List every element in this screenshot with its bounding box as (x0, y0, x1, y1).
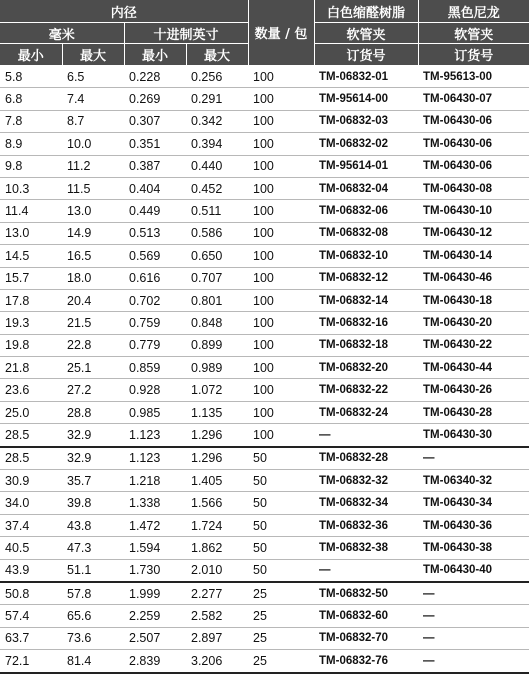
qty-cell: 50 (248, 492, 314, 514)
inch-max-cell: 0.452 (186, 177, 248, 199)
black-order-no-cell: TM-06430-36 (418, 514, 529, 536)
inch-max-header: 最大 (186, 44, 248, 66)
table-row (0, 537, 529, 559)
table-row (0, 66, 529, 88)
inch-min-cell: 1.123 (124, 424, 186, 447)
mm-max-cell: 65.6 (62, 605, 124, 627)
table-row (0, 605, 529, 627)
mm-max-cell: 18.0 (62, 267, 124, 289)
black-nylon-header: 黑色尼龙 (418, 0, 529, 23)
mm-min-cell: 37.4 (0, 514, 62, 536)
mm-max-cell: 57.8 (62, 582, 124, 605)
table-row (0, 312, 529, 334)
black-order-no-cell: TM-06430-14 (418, 245, 529, 267)
mm-max-cell: 47.3 (62, 537, 124, 559)
black-order-no-cell: — (418, 650, 529, 673)
white-order-no-cell: TM-06832-36 (314, 514, 418, 536)
mm-max-cell: 20.4 (62, 289, 124, 311)
mm-max-cell: 21.5 (62, 312, 124, 334)
qty-cell: 100 (248, 401, 314, 423)
mm-max-cell: 43.8 (62, 514, 124, 536)
inch-max-cell: 0.848 (186, 312, 248, 334)
qty-cell: 25 (248, 650, 314, 673)
white-clamp-header: 软管夹 (314, 23, 418, 44)
inch-max-cell: 2.277 (186, 582, 248, 605)
inch-min-cell: 0.449 (124, 200, 186, 222)
qty-cell: 100 (248, 155, 314, 177)
black-order-no-cell: TM-06430-38 (418, 537, 529, 559)
white-order-no-cell: TM-95614-00 (314, 88, 418, 110)
qty-cell: 50 (248, 514, 314, 536)
black-order-no-cell: TM-06430-07 (418, 88, 529, 110)
table-body (0, 66, 529, 673)
black-order-no-cell: TM-06430-46 (418, 267, 529, 289)
inch-max-cell: 1.072 (186, 379, 248, 401)
white-order-no-cell: TM-06832-16 (314, 312, 418, 334)
table-row (0, 582, 529, 605)
mm-max-cell: 14.9 (62, 222, 124, 244)
white-order-no-cell: TM-06832-20 (314, 357, 418, 379)
white-order-no-cell: TM-06832-03 (314, 110, 418, 132)
inch-min-cell: 2.839 (124, 650, 186, 673)
black-order-no-cell: TM-06430-10 (418, 200, 529, 222)
white-order-no-cell: TM-06832-02 (314, 133, 418, 155)
table-row (0, 267, 529, 289)
qty-cell: 25 (248, 605, 314, 627)
table-row (0, 88, 529, 110)
white-order-no-cell: TM-06832-38 (314, 537, 418, 559)
mm-min-cell: 28.5 (0, 447, 62, 470)
table-row (0, 379, 529, 401)
mm-max-cell: 22.8 (62, 334, 124, 356)
mm-max-cell: 32.9 (62, 447, 124, 470)
black-clamp-header: 软管夹 (418, 23, 529, 44)
black-order-no-cell: — (418, 582, 529, 605)
inch-min-cell: 0.759 (124, 312, 186, 334)
black-order-no-cell: TM-06430-20 (418, 312, 529, 334)
qty-cell: 100 (248, 334, 314, 356)
mm-max-cell: 35.7 (62, 470, 124, 492)
white-order-no-cell: TM-06832-06 (314, 200, 418, 222)
mm-min-cell: 17.8 (0, 289, 62, 311)
mm-max-cell: 28.8 (62, 401, 124, 423)
inch-min-cell: 0.404 (124, 177, 186, 199)
inch-min-cell: 0.985 (124, 401, 186, 423)
inch-max-cell: 1.405 (186, 470, 248, 492)
inch-max-cell: 0.899 (186, 334, 248, 356)
mm-min-cell: 21.8 (0, 357, 62, 379)
white-order-no-cell: TM-06832-76 (314, 650, 418, 673)
mm-max-cell: 8.7 (62, 110, 124, 132)
qty-cell: 100 (248, 222, 314, 244)
mm-min-cell: 40.5 (0, 537, 62, 559)
mm-max-header: 最大 (62, 44, 124, 66)
white-order-no-cell: — (314, 424, 418, 447)
mm-min-cell: 19.8 (0, 334, 62, 356)
mm-min-cell: 57.4 (0, 605, 62, 627)
inch-min-cell: 1.594 (124, 537, 186, 559)
mm-min-cell: 13.0 (0, 222, 62, 244)
mm-max-cell: 81.4 (62, 650, 124, 673)
mm-min-cell: 5.8 (0, 66, 62, 88)
mm-max-cell: 73.6 (62, 627, 124, 649)
qty-cell: 100 (248, 245, 314, 267)
inch-max-cell: 0.511 (186, 200, 248, 222)
qty-cell: 50 (248, 537, 314, 559)
table-row (0, 514, 529, 536)
mm-max-cell: 16.5 (62, 245, 124, 267)
mm-max-cell: 11.2 (62, 155, 124, 177)
qty-cell: 100 (248, 312, 314, 334)
white-order-no-cell: TM-06832-60 (314, 605, 418, 627)
white-order-no-cell: TM-06832-70 (314, 627, 418, 649)
qty-cell: 100 (248, 110, 314, 132)
white-order-no-cell: — (314, 559, 418, 582)
table-row (0, 133, 529, 155)
qty-cell: 50 (248, 559, 314, 582)
inch-max-cell: 0.801 (186, 289, 248, 311)
table-header (0, 0, 529, 66)
white-order-no-cell: TM-06832-10 (314, 245, 418, 267)
mm-min-cell: 11.4 (0, 200, 62, 222)
white-order-no-cell: TM-06832-22 (314, 379, 418, 401)
qty-cell: 100 (248, 200, 314, 222)
table-row (0, 650, 529, 673)
qty-cell: 50 (248, 470, 314, 492)
mm-min-cell: 10.3 (0, 177, 62, 199)
inch-min-cell: 0.307 (124, 110, 186, 132)
black-order-no-cell: TM-06430-40 (418, 559, 529, 582)
inch-max-cell: 1.862 (186, 537, 248, 559)
mm-min-cell: 43.9 (0, 559, 62, 582)
inch-min-cell: 1.999 (124, 582, 186, 605)
inner-diameter-header: 内径 (0, 0, 248, 23)
white-order-no-cell: TM-06832-08 (314, 222, 418, 244)
inch-max-cell: 0.394 (186, 133, 248, 155)
inch-max-cell: 3.206 (186, 650, 248, 673)
mm-min-cell: 15.7 (0, 267, 62, 289)
black-order-no-cell: TM-06430-28 (418, 401, 529, 423)
mm-min-cell: 50.8 (0, 582, 62, 605)
mm-max-cell: 27.2 (62, 379, 124, 401)
mm-max-cell: 32.9 (62, 424, 124, 447)
table-row (0, 492, 529, 514)
mm-min-cell: 14.5 (0, 245, 62, 267)
table-row (0, 447, 529, 470)
table-row (0, 245, 529, 267)
qty-cell: 100 (248, 379, 314, 401)
qty-cell: 100 (248, 424, 314, 447)
black-order-no-cell: TM-06430-06 (418, 110, 529, 132)
qty-cell: 25 (248, 627, 314, 649)
inch-min-cell: 0.702 (124, 289, 186, 311)
white-order-no-cell: TM-06832-18 (314, 334, 418, 356)
mm-header: 毫米 (0, 23, 124, 44)
table-row (0, 222, 529, 244)
mm-min-cell: 9.8 (0, 155, 62, 177)
mm-min-cell: 34.0 (0, 492, 62, 514)
inch-max-cell: 1.296 (186, 424, 248, 447)
inch-min-cell: 1.472 (124, 514, 186, 536)
qty-cell: 25 (248, 582, 314, 605)
black-order-no-cell: TM-06340-32 (418, 470, 529, 492)
mm-min-cell: 6.8 (0, 88, 62, 110)
black-order-no-cell: TM-06430-34 (418, 492, 529, 514)
white-order-no-header: 订货号 (314, 44, 418, 66)
inch-min-cell: 1.338 (124, 492, 186, 514)
inch-min-cell: 0.569 (124, 245, 186, 267)
mm-min-cell: 23.6 (0, 379, 62, 401)
inch-header: 十进制英寸 (124, 23, 248, 44)
table-row (0, 200, 529, 222)
inch-max-cell: 2.582 (186, 605, 248, 627)
inch-min-cell: 0.228 (124, 66, 186, 88)
inch-min-cell: 0.779 (124, 334, 186, 356)
mm-max-cell: 25.1 (62, 357, 124, 379)
mm-min-cell: 72.1 (0, 650, 62, 673)
white-order-no-cell: TM-06832-01 (314, 66, 418, 88)
table-row (0, 559, 529, 582)
mm-min-cell: 28.5 (0, 424, 62, 447)
inch-min-cell: 0.351 (124, 133, 186, 155)
mm-max-cell: 10.0 (62, 133, 124, 155)
mm-min-cell: 8.9 (0, 133, 62, 155)
black-order-no-cell: TM-06430-08 (418, 177, 529, 199)
black-order-no-cell: — (418, 447, 529, 470)
inch-min-cell: 1.218 (124, 470, 186, 492)
table-row (0, 401, 529, 423)
black-order-no-cell: TM-06430-44 (418, 357, 529, 379)
inch-max-cell: 0.989 (186, 357, 248, 379)
qty-cell: 100 (248, 267, 314, 289)
mm-min-cell: 25.0 (0, 401, 62, 423)
inch-max-cell: 2.010 (186, 559, 248, 582)
inch-min-cell: 0.269 (124, 88, 186, 110)
inch-min-cell: 2.507 (124, 627, 186, 649)
inch-min-cell: 0.859 (124, 357, 186, 379)
qty-cell: 100 (248, 289, 314, 311)
inch-min-cell: 0.928 (124, 379, 186, 401)
white-order-no-cell: TM-95614-01 (314, 155, 418, 177)
qty-cell: 100 (248, 66, 314, 88)
inch-max-cell: 0.650 (186, 245, 248, 267)
table-row (0, 424, 529, 447)
inch-max-cell: 0.342 (186, 110, 248, 132)
black-order-no-cell: TM-06430-12 (418, 222, 529, 244)
qty-cell: 100 (248, 177, 314, 199)
inch-max-cell: 1.724 (186, 514, 248, 536)
white-order-no-cell: TM-06832-12 (314, 267, 418, 289)
black-order-no-header: 订货号 (418, 44, 529, 66)
white-order-no-cell: TM-06832-14 (314, 289, 418, 311)
inch-max-cell: 0.291 (186, 88, 248, 110)
white-acetal-header: 白色缩醛树脂 (314, 0, 418, 23)
black-order-no-cell: TM-06430-18 (418, 289, 529, 311)
mm-min-cell: 19.3 (0, 312, 62, 334)
white-order-no-cell: TM-06832-34 (314, 492, 418, 514)
inch-max-cell: 1.135 (186, 401, 248, 423)
table-row (0, 177, 529, 199)
inch-min-cell: 1.730 (124, 559, 186, 582)
table-row (0, 470, 529, 492)
mm-min-header: 最小 (0, 44, 62, 66)
white-order-no-cell: TM-06832-50 (314, 582, 418, 605)
table-row (0, 289, 529, 311)
inch-max-cell: 0.707 (186, 267, 248, 289)
black-order-no-cell: TM-06430-22 (418, 334, 529, 356)
inch-min-header: 最小 (124, 44, 186, 66)
inch-max-cell: 2.897 (186, 627, 248, 649)
mm-max-cell: 51.1 (62, 559, 124, 582)
inch-max-cell: 1.566 (186, 492, 248, 514)
table-row (0, 155, 529, 177)
table-row (0, 110, 529, 132)
mm-max-cell: 6.5 (62, 66, 124, 88)
inch-min-cell: 1.123 (124, 447, 186, 470)
qty-cell: 100 (248, 88, 314, 110)
inch-max-cell: 1.296 (186, 447, 248, 470)
inch-max-cell: 0.256 (186, 66, 248, 88)
qty-per-pack-header: 数量 / 包 (248, 0, 314, 66)
black-order-no-cell: TM-06430-06 (418, 155, 529, 177)
table-row (0, 334, 529, 356)
white-order-no-cell: TM-06832-24 (314, 401, 418, 423)
mm-min-cell: 63.7 (0, 627, 62, 649)
mm-min-cell: 30.9 (0, 470, 62, 492)
black-order-no-cell: TM-95613-00 (418, 66, 529, 88)
table-row (0, 357, 529, 379)
mm-max-cell: 7.4 (62, 88, 124, 110)
black-order-no-cell: TM-06430-26 (418, 379, 529, 401)
mm-max-cell: 39.8 (62, 492, 124, 514)
white-order-no-cell: TM-06832-32 (314, 470, 418, 492)
black-order-no-cell: — (418, 605, 529, 627)
mm-max-cell: 11.5 (62, 177, 124, 199)
qty-cell: 100 (248, 357, 314, 379)
black-order-no-cell: TM-06430-06 (418, 133, 529, 155)
inch-min-cell: 2.259 (124, 605, 186, 627)
white-order-no-cell: TM-06832-04 (314, 177, 418, 199)
qty-cell: 100 (248, 133, 314, 155)
black-order-no-cell: — (418, 627, 529, 649)
table-row (0, 627, 529, 649)
inch-max-cell: 0.440 (186, 155, 248, 177)
inch-min-cell: 0.387 (124, 155, 186, 177)
inch-min-cell: 0.513 (124, 222, 186, 244)
black-order-no-cell: TM-06430-30 (418, 424, 529, 447)
mm-max-cell: 13.0 (62, 200, 124, 222)
inch-max-cell: 0.586 (186, 222, 248, 244)
qty-cell: 50 (248, 447, 314, 470)
white-order-no-cell: TM-06832-28 (314, 447, 418, 470)
mm-min-cell: 7.8 (0, 110, 62, 132)
inch-min-cell: 0.616 (124, 267, 186, 289)
